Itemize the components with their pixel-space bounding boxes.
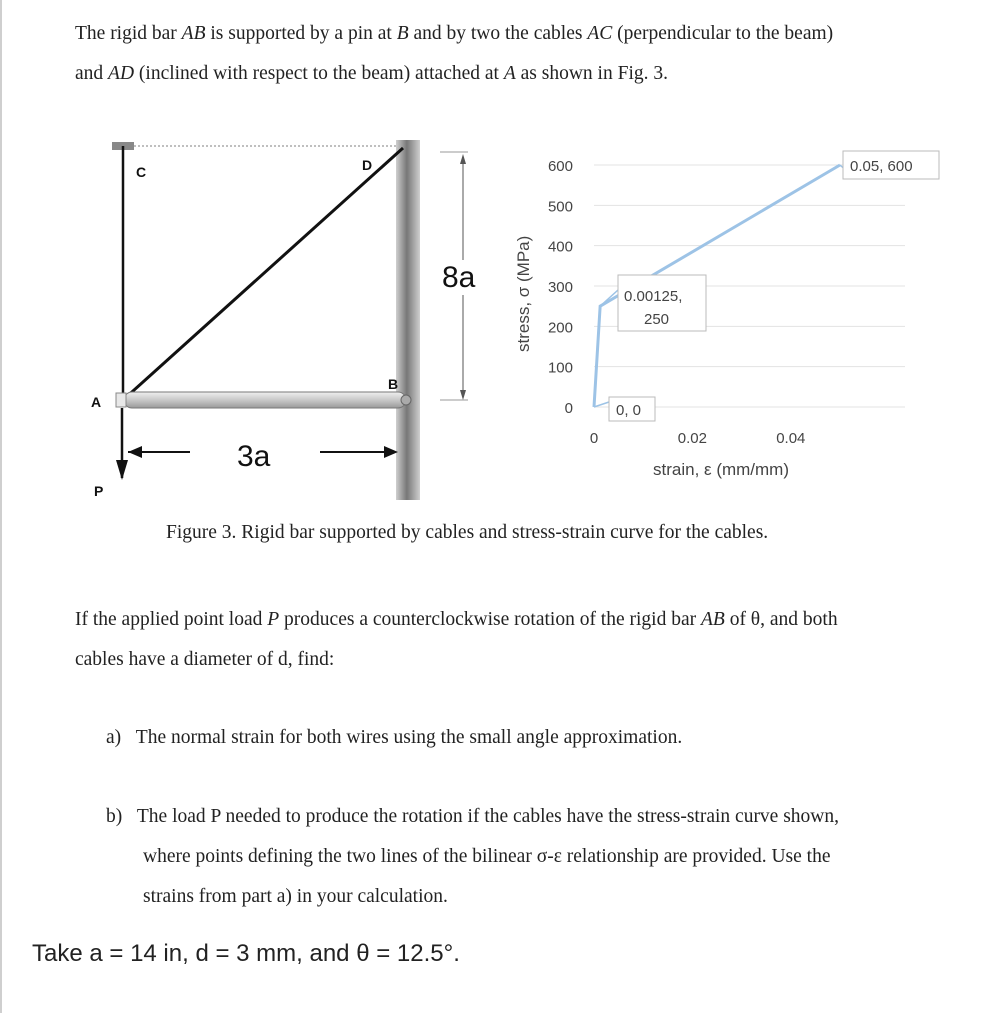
annotation-yield-text-1: 0.00125, [624, 288, 683, 305]
dim-8a-bottom-arrow-icon [460, 390, 466, 400]
question-b-line-2: where points defining the two lines of the bilinear σ-ε relationship are provided. Use the [143, 846, 831, 867]
stress-strain-chart [505, 140, 945, 490]
rigid-bar-AB [124, 392, 406, 408]
y-tick-label: 100 [547, 359, 573, 377]
dim-3a-right-arrow-icon [384, 446, 398, 458]
question-a-marker: a) [106, 727, 122, 748]
structure-diagram [80, 130, 500, 510]
dim-8a-label: 8a [442, 261, 476, 294]
problem-line-1: If the applied point load P produces a counterclockwise rotation of the rigid bar AB of θ, and both [75, 609, 838, 630]
dim-3a-left-arrow-icon [128, 446, 142, 458]
given-values: Take a = 14 in, d = 3 mm, and θ = 12.5°. [32, 940, 460, 967]
intro-line-1: The rigid bar AB is supported by a pin at B and by two the cables AC (perpendicular to the beam) [75, 23, 834, 44]
x-tick-label: 0.04 [776, 430, 806, 447]
pin-B [401, 395, 411, 405]
chart-y-label: stress, σ (MPa) [514, 235, 533, 352]
y-tick-label: 200 [547, 319, 573, 337]
x-tick-label: 0.02 [677, 430, 708, 447]
intro-paragraph [75, 14, 833, 94]
question-a-text: The normal strain for both wires using the small angle approximation. [135, 727, 683, 748]
question-b-marker: b) [106, 806, 123, 827]
label-B: B [388, 376, 399, 392]
chart-x-ticks [590, 430, 806, 447]
annotation-yield [618, 275, 706, 331]
wall [396, 140, 420, 500]
dim-8a-top-arrow-icon [460, 154, 466, 164]
leader-origin [594, 402, 609, 407]
dim-3a-label: 3a [237, 440, 271, 473]
question-b-line-1: b) The load P needed to produce the rotation if the cables have the stress-strain curve shown, [106, 806, 840, 827]
page-left-border [0, 0, 2, 1013]
question-b [106, 797, 839, 917]
cable-AD [123, 148, 403, 400]
problem-paragraph [75, 600, 838, 680]
label-P: P [94, 483, 104, 499]
problem-line-2: cables have a diameter of d, find: [75, 649, 335, 670]
label-C: C [136, 164, 147, 180]
load-arrow-icon [116, 460, 128, 480]
y-tick-label: 400 [547, 238, 573, 256]
annotation-origin-text: 0, 0 [616, 402, 642, 419]
y-tick-label: 300 [547, 279, 573, 296]
y-tick-label: 600 [547, 158, 573, 175]
question-a [106, 718, 682, 758]
annotation-yield-text-2: 250 [644, 311, 670, 328]
y-tick-label: 500 [547, 198, 573, 216]
label-A: A [91, 394, 102, 410]
annotation-end-text: 0.05, 600 [850, 158, 913, 175]
joint-A [116, 393, 126, 407]
chart-x-label: strain, ε (mm/mm) [653, 460, 790, 479]
intro-line-2: and AD (inclined with respect to the beam) attached at A as shown in Fig. 3. [75, 63, 668, 84]
chart-y-ticks [548, 158, 573, 417]
annotation-origin [609, 397, 655, 421]
y-tick-label: 0 [564, 400, 573, 417]
label-D: D [362, 157, 373, 173]
question-b-line-3: strains from part a) in your calculation. [143, 886, 448, 907]
annotation-end [843, 151, 939, 179]
figure-caption: Figure 3. Rigid bar supported by cables and stress-strain curve for the cables. [166, 522, 769, 543]
x-tick-label: 0 [589, 430, 599, 447]
